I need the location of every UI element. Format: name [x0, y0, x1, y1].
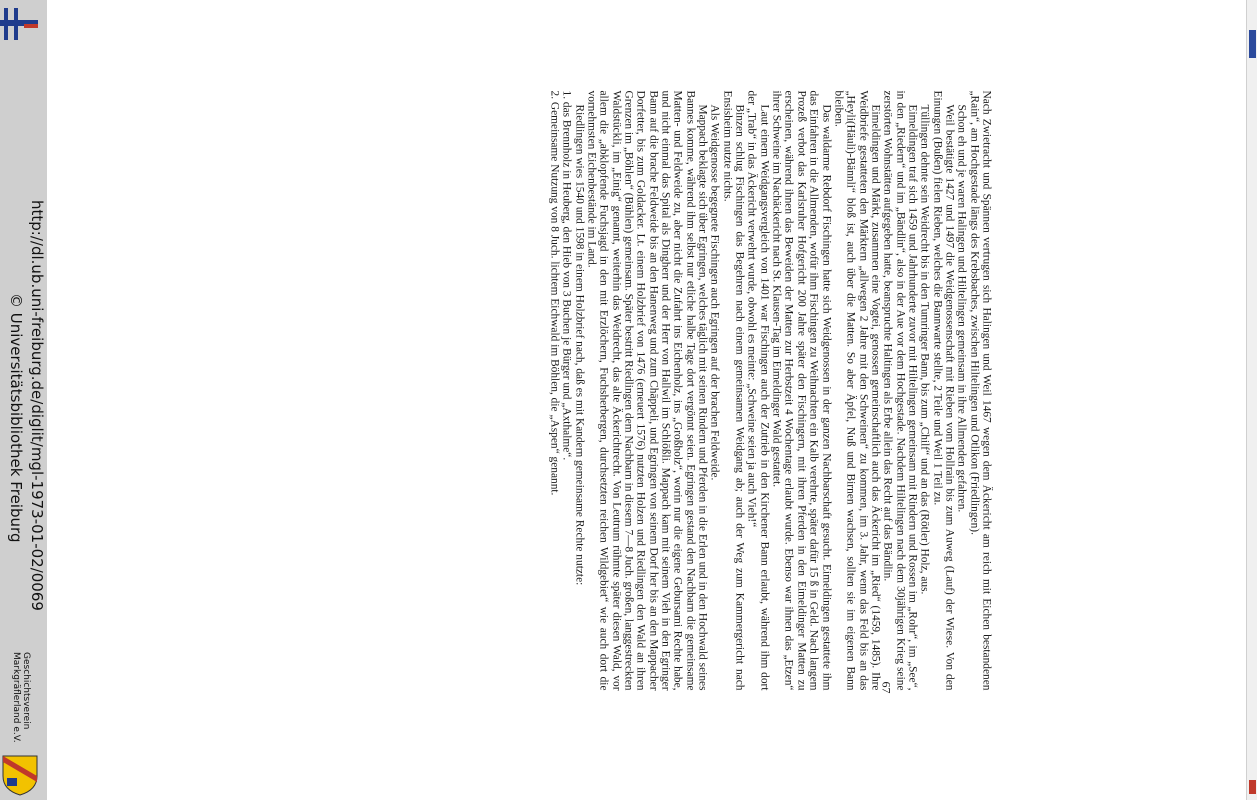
paragraph: Riedlingen wies 1540 und 1598 in einem Holzbrief nach, daß es mit Kandern gemeinsame Rechte nutzte: — [573, 104, 586, 586]
list-item: 1. das Brennholz in Heuberg, den Hieb von 3 Buchen je Bürger und „Axthalme“. — [560, 90, 573, 461]
library-logo-icon[interactable] — [0, 6, 46, 46]
copyright-notice: © Universitätsbibliothek Freiburg — [7, 293, 25, 543]
paragraph: Schon eh und je waren Halingen und Hiltelingen gemeinsam in ihre Allmenden gefahren. — [955, 104, 968, 513]
paragraph: Eimeldingen traf sich 1459 und Jahrhunderte zuvor mit Hiltelingen gemeinsam mit Rindern und Rossen im „Rohr“, im „See“, in den „Riedern“ und im „Bändlin“, also in der Aue vor dem Hochgestade. Nachdem Hiltelingen nach dem 30jährigen Krieg seine zerstörten Wohnstätten aufgegeben hatte, beanspruchte Haltingen als Erbe allein das Recht auf das Bändlin. — [881, 90, 919, 691]
right-scrollbar[interactable] — [1246, 0, 1257, 800]
paragraph: Laut einem Weidgangsvergleich von 1401 war Fischingen auch der Zutrieb in den Kirchener Bann erlaubt, während ihm dort der „Trab“ in das Äckericht verwehrt wurde, obwohl es meinte: „Schweine seien ja auch Vieh!“ — [745, 90, 771, 691]
scroll-thumb[interactable] — [1249, 30, 1256, 58]
viewer-side-bar — [0, 0, 47, 800]
page-text-block — [248, 91, 993, 691]
paragraph: Das waldarme Rebdorf Fischingen hatte sich Weidgenossen in der ganzen Nachbarschaft gesucht. Eimeldingen gestattete ihm das Einfahren in die Allmenden, wofür ihm Fischingen zu Weihnachten ein Kalb verehrte, später dafür 15 ß in Geld. Nach langem Prozeß verbot das Karlsruher Hofgericht 200 Jahre später den Fischingern, mit ihren Pferden in den Eimeldinger Matten zu erscheinen, während ihnen das Beweiden der Matten zur Herbstzeit 4 Wochentage erlaubt wurde. Ebenso war ihnen das „Etzen“ ihrer Schweine im Nachäckericht nach St. Klausen-Tag im Eimeldinger Wald gestattet. — [770, 90, 833, 691]
page-number: 67 — [879, 681, 894, 694]
paragraph: Weil bestätigte 1427 und 1497 die Weidgenossenschaft mit Rieben vom Hollrain bis zum Auweg (Lauf) der Wiese. Von den Einungen (Bußen) fielen Rieben, welches die Bannwarte stellte, 2 Teile und Weil 1 Teil zu. — [931, 90, 956, 691]
society-coat-of-arms-icon — [1, 752, 39, 796]
society-name: Geschichtsverein Markgräflerland e.V. — [11, 652, 31, 743]
paragraph: Als Weidgenosse begegnete Fischingen auch Egringen auf der brachen Feldweide. — [708, 104, 721, 481]
bookmark-marker[interactable] — [1249, 780, 1256, 794]
list-item: 2. Gemeinsame Nutzung von 8 Juch. lichtem Eichwald im Böhlen, die „Aspen“ genannt. — [548, 90, 561, 496]
paragraph: Binzen schlug Fischingen das Begehren nach einem gemeinsamen Weidgang ab; auch der Weg zum Kammergericht nach Ensisheim nutzte nichts. — [721, 90, 746, 691]
scanned-page — [120, 70, 1120, 710]
paragraph: Nach Zwietracht und Spännen vertrugen sich Halingen und Weil 1467 wegen dem Äckericht am reich mit Eichen bestandenen „Rain“, am Hochgestade längs des Krebsbaches, zwischen Hiltelingen und Otlikon (Friedlingen). — [968, 90, 993, 691]
paragraph: Tüllingen dehnte sein Weidrecht bis in den Tumringer Bann, bis zum „Chilf“ und an das (Rötler) Holz, aus. — [918, 104, 931, 595]
document-url[interactable]: http://dl.ub.uni-freiburg.de/diglit/mgl-1973-01-02/0069 — [28, 200, 46, 611]
paragraph: Mappach beklagte sich über Egringen, welches täglich mit seinen Rindern und Pferden in die Erlen und in den Hochwald seines Bannes komme, während ihm selbst nur etliche halbe Tage dort vergönnt seien. Egringen gestand den Nachbarn die gemeinsame Matten- und Feldweide zu, aber nicht die Zufahrt ins Eichenholz, ins „Großholz“, worin nur die eigene Gebursami Rechte habe, und nicht einmal das Spital als Dingherr und der Herr von Hallwil im Schlößli. Mappach kam mit seinem Vieh in den Egringer Bann auf die brache Feldweide bis an den Hanenweg und zum Chäppeli, und Egringen von seinem Dorf her bis an den Mappacher Dorfetter, bis zum Goldacker. Lt. einem Holzbrief von 1476 (erneuert 1576) nutzten Holzen und Riedlingen den Wald an ihren Grenzen im „Böhlen“ (Bühlen) gemeinsam. Später bestritt Riedlingen dem Nachbarn in diesem 7—8 Juch. großen, langgestreckten Waldstückli, im „Einig“ genannt, weiterhin das Weidrecht, das alte Äckerichtrecht. Von Leutrum rühmte später diesen Wald, vor allem die „abklopfende Fuchsjagd in den mit Erzlöchern, Fuchsherbergen, durchsetzten reichen Wildgebiet“ wie auch dort die vornehmsten Eichenbestände im Land. — [585, 90, 709, 691]
paragraph: Eimeldingen und Märkt, zusammen eine Vogtei, genossen gemeinschaftlich auch das Äckericht im „Ried“ (1459, 1485). Ihre Weidbriefe gestatteten den Märktern „allwegen 2 Jahre mit den Schweinen“ zu kommen, im 3. Jahr, wenn das Feld bis an das „Heyli(Häuli)-Bännli“ bloß ist, auch über die Matten. So aber Äpfel, Nuß und Birnen wachsen, sollten sie im eigenen Bann bleiben. — [832, 90, 882, 691]
